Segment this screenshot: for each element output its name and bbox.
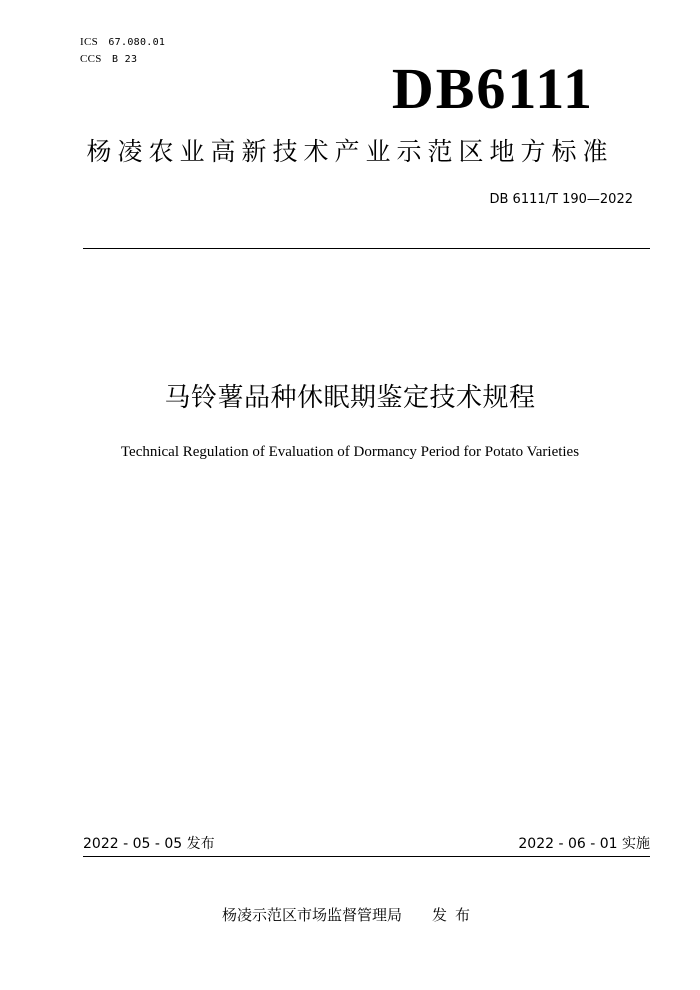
standard-organization: 杨凌农业高新技术产业示范区地方标准	[86, 137, 614, 166]
publisher-action: 发布	[432, 906, 479, 924]
top-divider	[83, 248, 650, 249]
bottom-divider	[83, 856, 650, 857]
ics-line	[80, 36, 165, 49]
implementation-date: 2022 - 06 - 01 实施	[518, 836, 650, 852]
issue-date: 2022 - 05 - 05 发布	[83, 836, 215, 852]
standard-number: DB 6111/T 190—2022	[489, 192, 633, 207]
ccs-code: B 23	[112, 54, 138, 65]
ics-code: 67.080.01	[108, 37, 166, 48]
ics-label: ICS	[80, 36, 99, 48]
publisher-line	[0, 905, 700, 925]
document-title-chinese: 马铃薯品种休眠期鉴定技术规程	[164, 383, 536, 413]
standard-logo: DB6111	[391, 56, 594, 121]
ccs-label: CCS	[80, 53, 102, 65]
document-title-english: Technical Regulation of Evaluation of Dormancy Period for Potato Varieties	[120, 444, 580, 460]
publisher-name: 杨凌示范区市场监督管理局	[221, 906, 402, 924]
ccs-line	[80, 53, 137, 66]
